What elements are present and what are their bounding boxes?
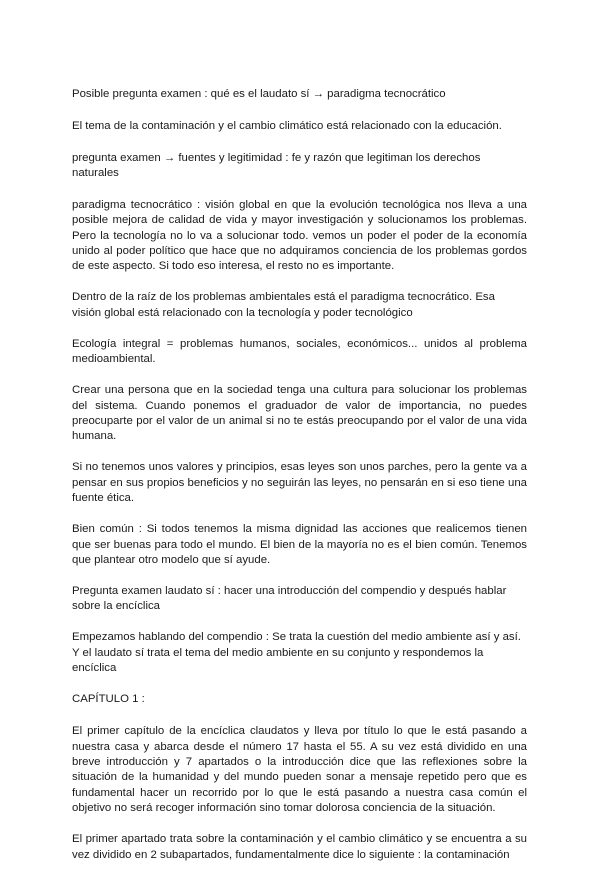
paragraph-chapter-one: El primer capítulo de la encíclica claudatos y lleva por título lo que le está pasando a nuestra casa y abarca desde el número 17 hasta el 55. A su vez está dividido en una breve introducción y 7 apartados o la introducción dice que las reflexiones sobre la situación de la humanidad y del mundo pueden sonar a mensaje repetido pero que es fundamental hacer un recorrido por lo que le está pasando a nuestra casa común el objetivo no será recoger información sino tomar dolorosa conciencia de la situación. bbox=[72, 725, 527, 815]
paragraph-first-section: El primer apartado trata sobre la contaminación y el cambio climático y se encuentra a su vez dividido en 2 subapartados, fundamentalmente dice lo siguiente : la contaminación bbox=[72, 833, 527, 861]
chapter-heading: CAPÍTULO 1 : bbox=[72, 693, 145, 706]
paragraph-exam-question-laudato: Posible pregunta examen : qué es el laudato sí → paradigma tecnocrático bbox=[72, 88, 446, 100]
paragraph-root-of-problems: Dentro de la raíz de los problemas ambientales está el paradigma tecnocrático. Esa visión global está relacionado con la tecnología y poder tecnológico bbox=[72, 291, 495, 319]
paragraph-values-principles: Si no tenemos unos valores y principios, esas leyes son unos parches, pero la gente va a pensar en sus propios beneficios y no seguirán las leyes, no pensarán en si eso tiene una fuente ética. bbox=[72, 461, 527, 505]
paragraph-technocratic-paradigm: paradigma tecnocrático : visión global en que la evolución tecnológica nos lleva a una posible mejora de calidad de vida y mayor investigación y solucionamos los problemas. Pero la tecnología no lo va a solucionar todo. vemos un poder el poder de la economía unido al poder político que hace que no adquiramos conciencia de los problemas gordos de este aspecto. Si todo eso interesa, el resto no es importante. bbox=[72, 198, 527, 273]
paragraph-exam-sources: pregunta examen → fuentes y legitimidad : fe y razón que legitiman los derechos naturales bbox=[72, 151, 481, 179]
paragraph-integral-ecology: Ecología integral = problemas humanos, sociales, económicos... unidos al problema medioambiental. bbox=[72, 337, 527, 366]
paragraph-create-person: Crear una persona que en la sociedad tenga una cultura para solucionar los problemas del sistema. Cuando ponemos el graduador de valor de importancia, no puedes preocuparte por el valor de un animal si no te estás preocupando por el valor de una vida humana. bbox=[72, 384, 527, 443]
paragraph-contamination-education: El tema de la contaminación y el cambio climático está relacionado con la educación. bbox=[72, 119, 502, 132]
paragraph-compendium-start: Empezamos hablando del compendio : Se trata la cuestión del medio ambiente así y así. Y el laudato sí trata el tema del medio ambiente en su conjunto y respondemos la encíclica bbox=[72, 631, 521, 675]
paragraph-common-good: Bien común : Si todos tenemos la misma dignidad las acciones que realicemos tienen que ser buenas para todo el mundo. El bien de la mayoría no es el bien común. Tenemos que plantear otro modelo que sí ayude. bbox=[72, 523, 527, 567]
paragraph-exam-question-compendium: Pregunta examen laudato sí : hacer una introducción del compendio y después hablar sobre la encíclica bbox=[72, 585, 507, 613]
document-body bbox=[72, 87, 527, 879]
